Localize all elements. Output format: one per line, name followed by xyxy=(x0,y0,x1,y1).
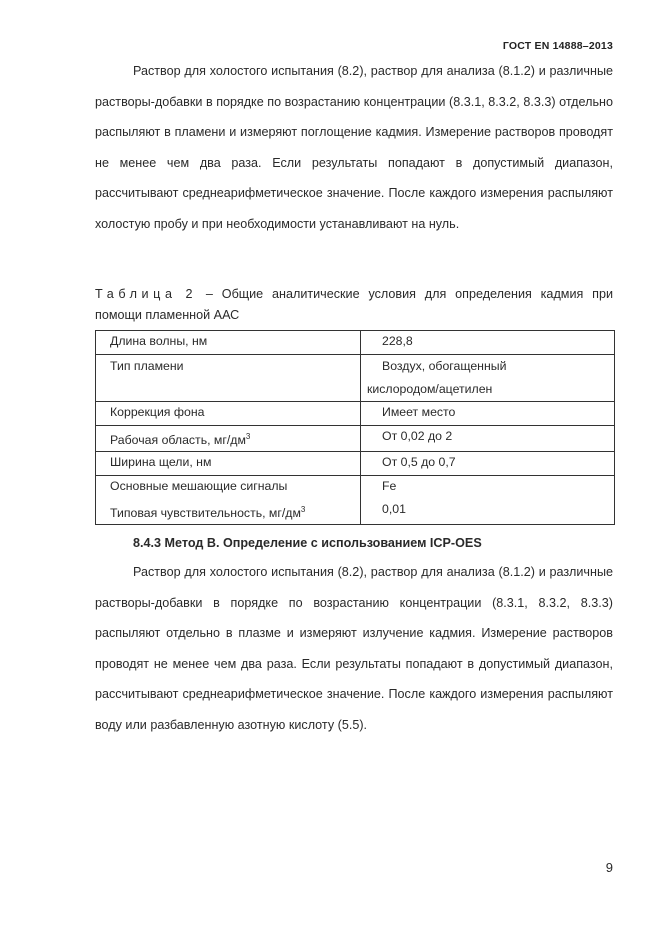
value-text: От 0,02 до 2 xyxy=(382,429,453,443)
table-caption-text: – Общие аналитические условия для определения кадмия при помощи пламенной ААС xyxy=(95,287,614,322)
table-cell-value xyxy=(361,452,615,476)
unit-exponent: 3 xyxy=(245,432,251,441)
analytical-conditions-table xyxy=(95,330,615,525)
table-cell-value xyxy=(361,331,615,355)
table-cell-parameter xyxy=(96,499,361,525)
table-row xyxy=(96,402,615,426)
table-cell-value xyxy=(361,355,615,402)
table-cell-parameter: Длина волны, нм xyxy=(96,331,361,355)
table-cell-value xyxy=(361,476,615,500)
value-text-line2: кислородом/ацетилен xyxy=(367,382,493,396)
paragraph-icp-oes-procedure: Раствор для холостого испытания (8.2), раствор для анализа (8.1.2) и различные растворы-добавки в порядке по возрастанию концентрации (8.3.1, 8.3.2, 8.3.3) распыляют отдельно в плазме и измеряют излучение кадмия. Измерение растворов проводят не менее чем два раза. Если результаты попадают в допустимый диапазон, рассчитывают среднеарифметическое значение. После каждого измерения распыляют воду или разбавленную азотную кислоту (5.5). xyxy=(95,565,613,732)
section-heading-icp-oes: 8.4.3 Метод В. Определение с использованием ICP-OES xyxy=(133,536,482,550)
table-cell-parameter: Коррекция фона xyxy=(96,402,361,426)
value-text: От 0,5 до 0,7 xyxy=(382,455,456,470)
value-text: Fe xyxy=(382,479,397,494)
table-caption xyxy=(95,284,613,326)
parameter-text: Типовая чувствительность, мг/дм xyxy=(110,506,301,521)
paragraph-flame-aas-procedure: Раствор для холостого испытания (8.2), раствор для анализа (8.1.2) и различные растворы-добавки в порядке по возрастанию концентрации (8.3.1, 8.3.2, 8.3.3) отдельно распыляют в пламени и измеряют поглощение кадмия. Измерение растворов проводят не менее чем два раза. Если результаты попадают в допустимый диапазон, рассчитывают среднеарифметическое значение. После каждого измерения распыляют холостую пробу и при необходимости устанавливают на нуль. xyxy=(95,64,613,231)
value-text: Имеет место xyxy=(382,405,456,419)
table-caption-label: Таблица xyxy=(95,287,177,301)
table-caption-number: 2 xyxy=(185,287,198,301)
table-cell-value xyxy=(361,426,615,452)
table-row xyxy=(96,499,615,525)
value-text: 228,8 xyxy=(382,334,413,348)
unit-exponent: 3 xyxy=(300,505,306,515)
value-text-line1: Воздух, обогащенный xyxy=(382,359,507,373)
table-row xyxy=(96,331,615,355)
table-cell-parameter: Ширина щели, нм xyxy=(96,452,361,476)
table-row xyxy=(96,452,615,476)
table-cell-value xyxy=(361,402,615,426)
table-row xyxy=(96,355,615,402)
parameter-text: Рабочая область, мг/дм xyxy=(110,433,246,448)
table-cell-parameter: Основные мешающие сигналы xyxy=(96,476,361,500)
table-row xyxy=(96,426,615,452)
table-cell-parameter xyxy=(96,426,361,452)
page-number: 9 xyxy=(605,860,613,875)
table-row xyxy=(96,476,615,500)
table-cell-parameter: Тип пламени xyxy=(96,355,361,402)
document-standard-header: ГОСТ EN 14888–2013 xyxy=(502,40,613,52)
value-text: 0,01 xyxy=(382,502,406,517)
table-cell-value xyxy=(361,499,615,525)
